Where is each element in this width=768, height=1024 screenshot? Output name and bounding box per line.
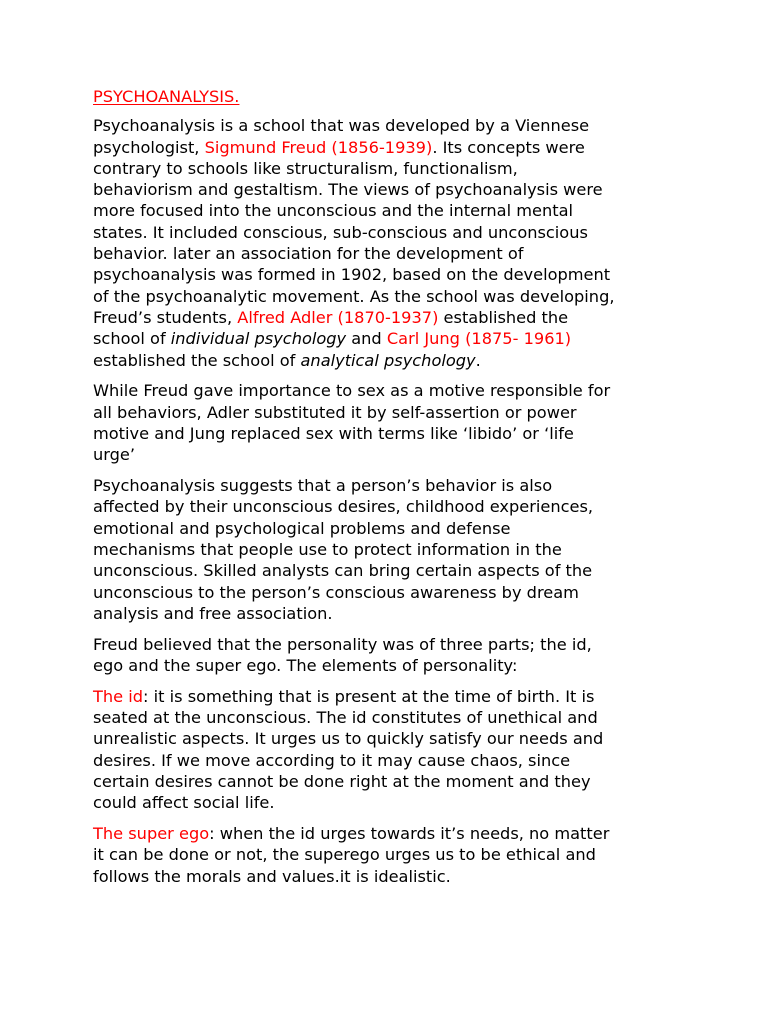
paragraph-id bbox=[93, 686, 679, 814]
text-run: established the bbox=[438, 307, 569, 327]
text-run: of the psychoanalytic movement. As the school was developing, bbox=[93, 286, 615, 306]
text-run: unrealistic aspects. It urges us to quickly satisfy our needs and bbox=[93, 729, 604, 749]
text-run: school of bbox=[93, 329, 171, 349]
text-run: unconscious to the person’s conscious awareness by dream bbox=[93, 582, 579, 602]
text-run: ego and the super ego. The elements of personality: bbox=[93, 655, 518, 675]
individual-psychology-term: individual psychology bbox=[170, 329, 347, 349]
text-run: . bbox=[475, 350, 481, 370]
text-run: and bbox=[346, 329, 387, 349]
paragraph-personality bbox=[93, 634, 679, 677]
text-run: all behaviors, Adler substituted it by self-assertion or power bbox=[93, 402, 577, 422]
text-run: unconscious. Skilled analysts can bring certain aspects of the bbox=[93, 561, 593, 581]
paragraph-intro bbox=[93, 115, 679, 371]
text-run: emotional and psychological problems and defense bbox=[93, 518, 511, 538]
text-run: Psychoanalysis is a school that was developed by a Viennese bbox=[93, 116, 590, 136]
text-run: . Its concepts were bbox=[432, 137, 585, 157]
analytical-psychology-term: analytical psychology bbox=[300, 350, 476, 370]
freud-name-highlight: Sigmund Freud (1856-1939) bbox=[204, 137, 433, 157]
text-run: seated at the unconscious. The id constitutes of unethical and bbox=[93, 708, 598, 728]
text-run: Freud believed that the personality was of three parts; the id, bbox=[93, 634, 592, 654]
super-ego-term-highlight: The super ego bbox=[93, 824, 210, 843]
text-run: states. It included conscious, sub-conscious and unconscious bbox=[93, 222, 588, 242]
paragraph-super-ego bbox=[93, 823, 679, 887]
text-run: : when the id urges towards it’s needs, no matter bbox=[209, 824, 610, 843]
paragraph-motives bbox=[93, 380, 679, 465]
text-run: desires. If we move according to it may cause chaos, since bbox=[93, 750, 571, 770]
text-run: established the school of bbox=[93, 350, 301, 370]
paragraph-unconscious bbox=[93, 475, 679, 624]
text-run: motive and Jung replaced sex with terms like ‘libido’ or ‘life bbox=[93, 423, 574, 443]
text-run: certain desires cannot be done right at the moment and they bbox=[93, 771, 591, 791]
id-term-highlight: The id bbox=[93, 686, 144, 706]
text-run: contrary to schools like structuralism, functionalism, bbox=[93, 158, 518, 178]
text-run: urge’ bbox=[93, 445, 136, 465]
text-run: psychoanalysis was formed in 1902, based on the development bbox=[93, 265, 611, 285]
text-run: could affect social life. bbox=[93, 793, 275, 813]
text-run: While Freud gave importance to sex as a motive responsible for bbox=[93, 381, 611, 401]
adler-name-highlight: Alfred Adler (1870-1937) bbox=[237, 307, 439, 327]
text-run: : it is something that is present at the time of birth. It is bbox=[143, 686, 595, 706]
text-run: more focused into the unconscious and the internal mental bbox=[93, 201, 573, 221]
document-page bbox=[93, 86, 679, 896]
text-run: behavior. later an association for the development of bbox=[93, 244, 524, 264]
text-run: Freud’s students, bbox=[93, 307, 238, 327]
document-title: PSYCHOANALYSIS. bbox=[93, 87, 240, 106]
text-run: psychologist, bbox=[93, 137, 205, 157]
text-run: Psychoanalysis suggests that a person’s behavior is also bbox=[93, 476, 553, 496]
text-run: it can be done or not, the superego urges us to be ethical and bbox=[93, 845, 596, 865]
text-run: affected by their unconscious desires, childhood experiences, bbox=[93, 497, 594, 517]
text-run: analysis and free association. bbox=[93, 603, 333, 623]
text-run: mechanisms that people use to protect information in the bbox=[93, 539, 562, 559]
text-run: behaviorism and gestaltism. The views of psychoanalysis were bbox=[93, 180, 603, 200]
text-run: follows the morals and values.it is idealistic. bbox=[93, 866, 451, 886]
jung-name-highlight: Carl Jung (1875- 1961) bbox=[386, 329, 572, 349]
